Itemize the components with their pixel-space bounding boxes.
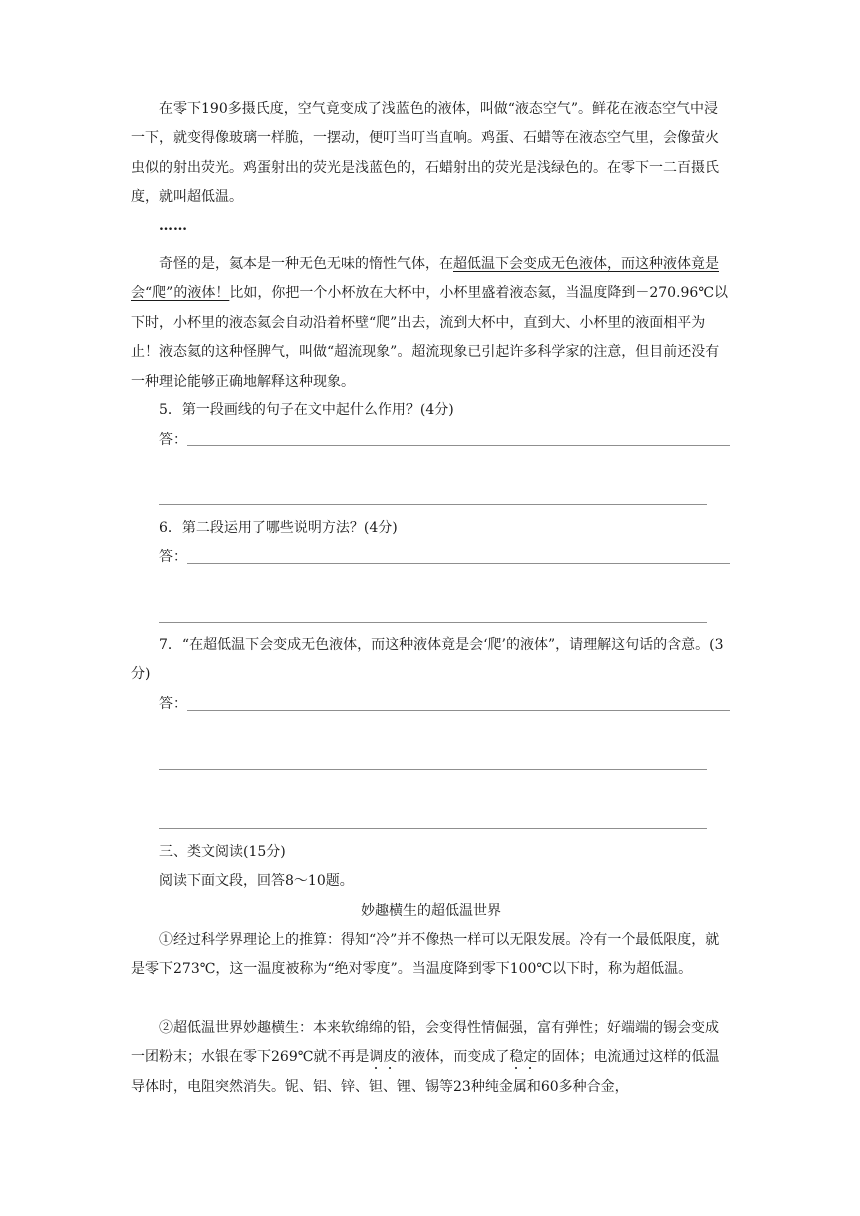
passage-paragraph-2 xyxy=(131,250,731,397)
ellipsis-mark: …… xyxy=(159,218,187,234)
answer-line-5a[interactable] xyxy=(187,445,730,446)
answer-line-6a[interactable] xyxy=(187,563,730,564)
dotted-char: 稳 xyxy=(509,1049,524,1066)
answer-line-7c[interactable] xyxy=(159,828,707,829)
dotted-char: 皮 xyxy=(383,1049,398,1066)
section-3-heading: 三、类文阅读(15分) xyxy=(159,844,286,860)
answer-line-7b[interactable] xyxy=(159,769,707,770)
underlined-sentence: 超低温下会变成无色液体，而这种液体竟是会“爬”的液体！ xyxy=(131,256,719,302)
question-7: 7．“在超低温下会变成无色液体，而这种液体竟是会‘爬’的液体”，请理解这句话的含意。(3分) xyxy=(131,637,724,683)
answer-label-6: 答： xyxy=(159,549,187,565)
paragraph-text: 的液体，而变成了 xyxy=(397,1049,510,1066)
section-3-instruction: 阅读下面文段，回答8～10题。 xyxy=(159,873,354,889)
passage-paragraph-1: 在零下190多摄氏度，空气竟变成了浅蓝色的液体，叫做“液态空气”。鲜花在液态空气中浸一下，就变得像玻璃一样脆，一摆动，便叮当叮当直响。鸡蛋、石蜡等在液态空气里，会像萤火虫似的射出荧光。鸡蛋射出的荧光是浅蓝色的，石蜡射出的荧光是浅绿色的。在零下一二百摄氏度，就叫超低温。 xyxy=(131,101,719,206)
article-paragraph-1: ①经过科学界理论上的推算：得知“冷”并不像热一样可以无限发展。冷有一个最低限度，就是零下273℃，这一温度被称为“绝对零度”。当温度降到零下100℃以下时，称为超低温。 xyxy=(131,932,720,978)
dotted-char: 调 xyxy=(369,1049,384,1066)
answer-line-5b[interactable] xyxy=(159,504,707,505)
article-paragraph-2 xyxy=(131,1014,731,1102)
question-5: 5．第一段画线的句子在文中起什么作用？(4分) xyxy=(159,402,454,418)
paragraph-2-lead: 奇怪的是，氦本是一种无色无味的惰性气体，在 xyxy=(159,256,453,272)
answer-label-5: 答： xyxy=(159,432,187,448)
dotted-char: 定 xyxy=(523,1049,538,1066)
answer-line-6b[interactable] xyxy=(159,622,707,623)
answer-line-7a[interactable] xyxy=(187,710,730,711)
paragraph-2-rest: 比如，你把一个小杯放在大杯中，小杯里盛着液态氦，当温度降到－270.96℃以下时，小杯里的液态氦会自动沿着杯壁“爬”出去，流到大杯中，直到大、小杯里的液面相平为止！液态氦的这种怪脾气，叫做“超流现象”。超流现象已引起许多科学家的注意，但目前还没有一种理论能够正确地解释这种现象。 xyxy=(131,285,728,390)
answer-label-7: 答： xyxy=(159,696,187,712)
article-title: 妙趣横生的超低温世界 xyxy=(361,903,501,919)
paragraph-text: ②超低温世界妙趣横生：本来软绵绵的铅，会变得性情倔强，富有弹性；好端端的锡会变成一团粉末；水银在零下269℃就不再是 xyxy=(131,1020,719,1066)
question-6: 6．第二段运用了哪些说明方法？(4分) xyxy=(159,520,398,536)
paragraph-text: 的固体；电流通过这样的低温导体时，电阻突然消失。铌、铝、锌、钽、锂、锡等23种纯金属和60多种合金， xyxy=(131,1049,720,1095)
